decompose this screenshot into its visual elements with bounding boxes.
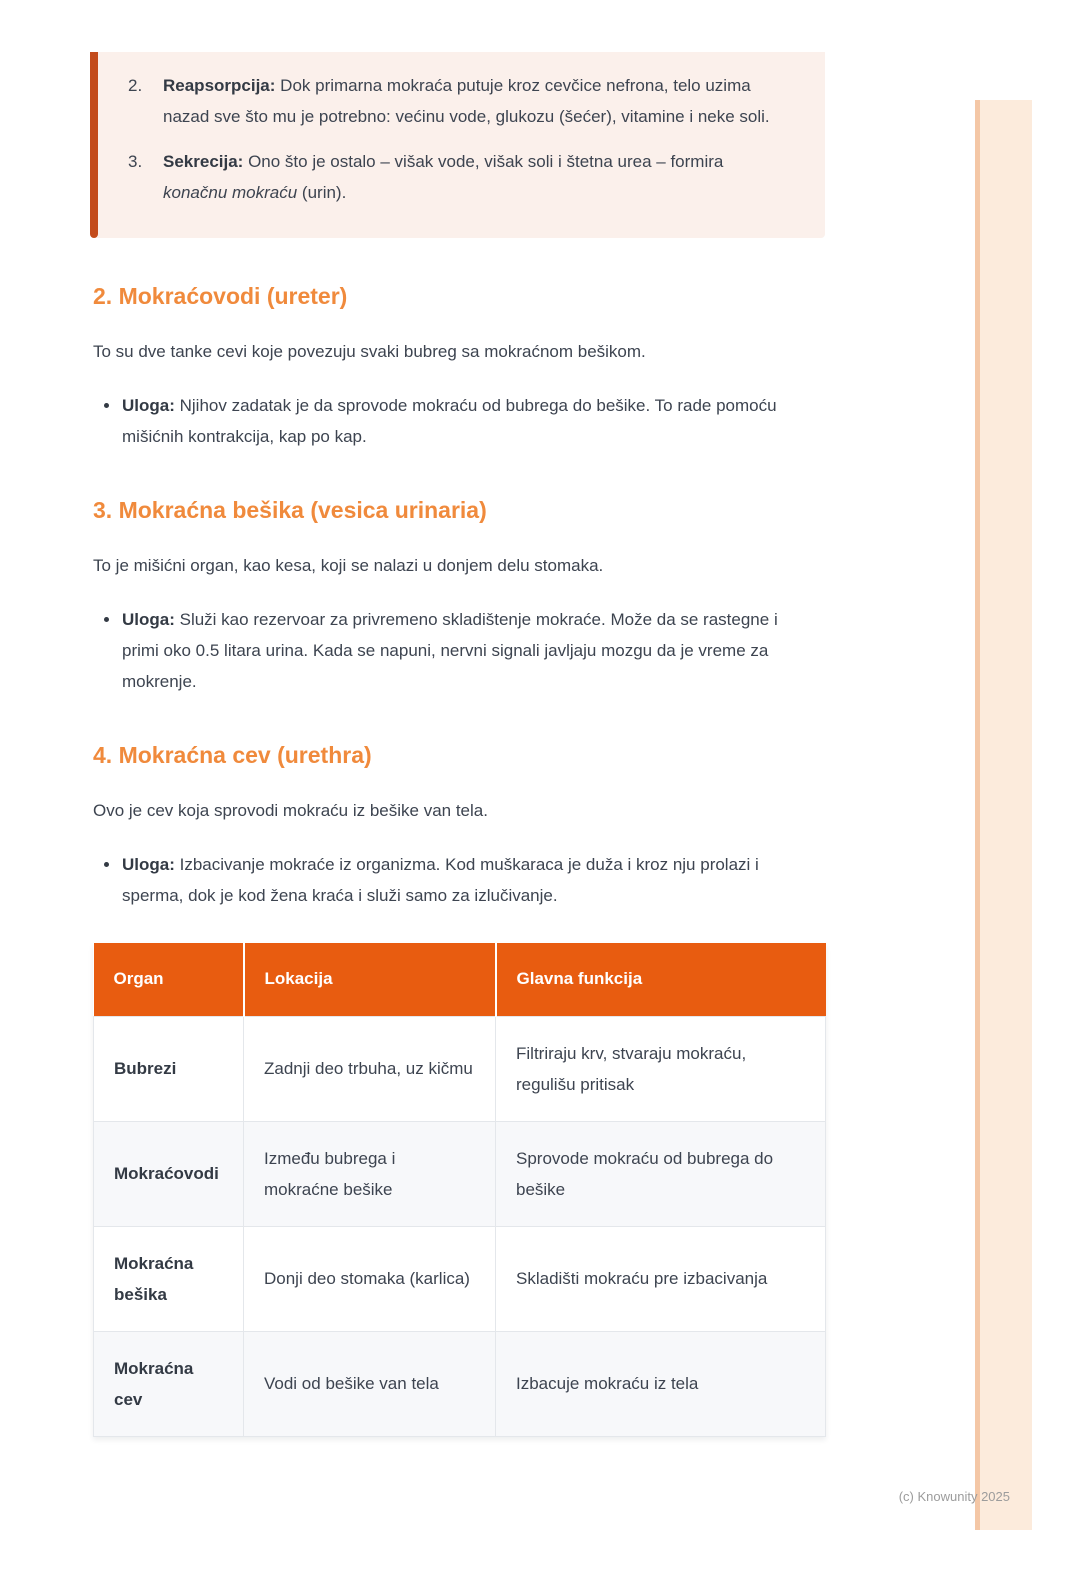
table-header-row <box>94 943 826 1016</box>
table-cell-lokacija: Između bubrega i mokraćne bešike <box>244 1121 496 1226</box>
list-item <box>128 70 791 132</box>
section-bullet-list <box>93 849 803 911</box>
column-header-organ: Organ <box>94 943 244 1016</box>
document-content <box>0 52 825 1437</box>
table-cell-lokacija: Donji deo stomaka (karlica) <box>244 1226 496 1331</box>
table-cell-organ: Bubrezi <box>94 1016 244 1121</box>
list-item-label: Uloga: <box>122 396 175 415</box>
table-header <box>94 943 826 1016</box>
section-heading: 3. Mokraćna bešika (vesica urinaria) <box>93 497 487 523</box>
section-intro: Ovo je cev koja sprovodi mokraću iz bešike van tela. <box>93 801 488 820</box>
list-item-label: Uloga: <box>122 610 175 629</box>
list-item-label: Reapsorpcija: <box>163 76 276 95</box>
list-item-number: 3. <box>128 152 143 171</box>
table-cell-organ: Mokraćovodi <box>94 1121 244 1226</box>
table-row <box>94 1226 826 1331</box>
table-cell-funkcija: Izbacuje mokraću iz tela <box>496 1331 826 1436</box>
section-intro: To je mišićni organ, kao kesa, koji se nalazi u donjem delu stomaka. <box>93 556 604 575</box>
table-cell-funkcija: Skladišti mokraću pre izbacivanja <box>496 1226 826 1331</box>
table-row <box>94 1016 826 1121</box>
list-item-text: Njihov zadatak je da sprovode mokraću od bubrega do bešike. To rade pomoću mišićnih kontrakcija, kap po kap. <box>122 396 777 446</box>
list-item-text: (urin). <box>297 183 347 202</box>
table-cell-organ: Mokraćna cev <box>94 1331 244 1436</box>
column-header-funkcija: Glavna funkcija <box>496 943 826 1016</box>
column-header-lokacija: Lokacija <box>244 943 496 1016</box>
list-item <box>93 604 803 697</box>
table-cell-organ: Mokraćna bešika <box>94 1226 244 1331</box>
table-cell-funkcija: Sprovode mokraću od bubrega do bešike <box>496 1121 826 1226</box>
section-bullet-list <box>93 604 803 697</box>
table-row <box>94 1331 826 1436</box>
list-item-text: Dok primarna mokraća putuje kroz cevčice nefrona, telo uzima nazad sve što mu je potrebno: većinu vode, glukozu (šećer), vitamine i neke soli. <box>163 76 770 126</box>
copyright-notice: (c) Knowunity 2025 <box>898 1489 1010 1504</box>
section-heading: 4. Mokraćna cev (urethra) <box>93 742 372 768</box>
list-item-text: Izbacivanje mokraće iz organizma. Kod muškaraca je duža i kroz nju prolazi i sperma, dok je kod žena kraća i služi samo za izlučivanje. <box>122 855 759 905</box>
section-urethra <box>0 741 825 911</box>
section-ureter <box>0 282 825 452</box>
section-heading: 2. Mokraćovodi (ureter) <box>93 283 348 309</box>
list-item-label: Uloga: <box>122 855 175 874</box>
list-item-italic-text: konačnu mokraću <box>163 183 298 202</box>
section-bullet-list <box>93 390 803 452</box>
table-cell-lokacija: Zadnji deo trbuha, uz kičmu <box>244 1016 496 1121</box>
callout-numbered-list <box>128 70 791 208</box>
table-row <box>94 1121 826 1226</box>
list-item-label: Sekrecija: <box>163 152 244 171</box>
section-intro: To su dve tanke cevi koje povezuju svaki bubreg sa mokraćnom bešikom. <box>93 342 646 361</box>
list-item <box>93 849 803 911</box>
table-cell-lokacija: Vodi od bešike van tela <box>244 1331 496 1436</box>
list-item <box>93 390 803 452</box>
page-side-strip <box>975 100 1032 1530</box>
table-cell-funkcija: Filtriraju krv, stvaraju mokraću, regulišu pritisak <box>496 1016 826 1121</box>
list-item-number: 2. <box>128 76 143 95</box>
section-bladder <box>0 496 825 697</box>
list-item <box>128 146 791 208</box>
list-item-text: Ono što je ostalo – višak vode, višak soli i štetna urea – formira <box>243 152 724 171</box>
callout-box <box>90 52 825 238</box>
list-item-text: Služi kao rezervoar za privremeno skladištenje mokraće. Može da se rastegne i primi oko 0.5 litara urina. Kada se napuni, nervni signali javljaju mozgu da je vreme za mokrenje. <box>122 610 778 691</box>
organ-summary-table <box>93 943 826 1437</box>
